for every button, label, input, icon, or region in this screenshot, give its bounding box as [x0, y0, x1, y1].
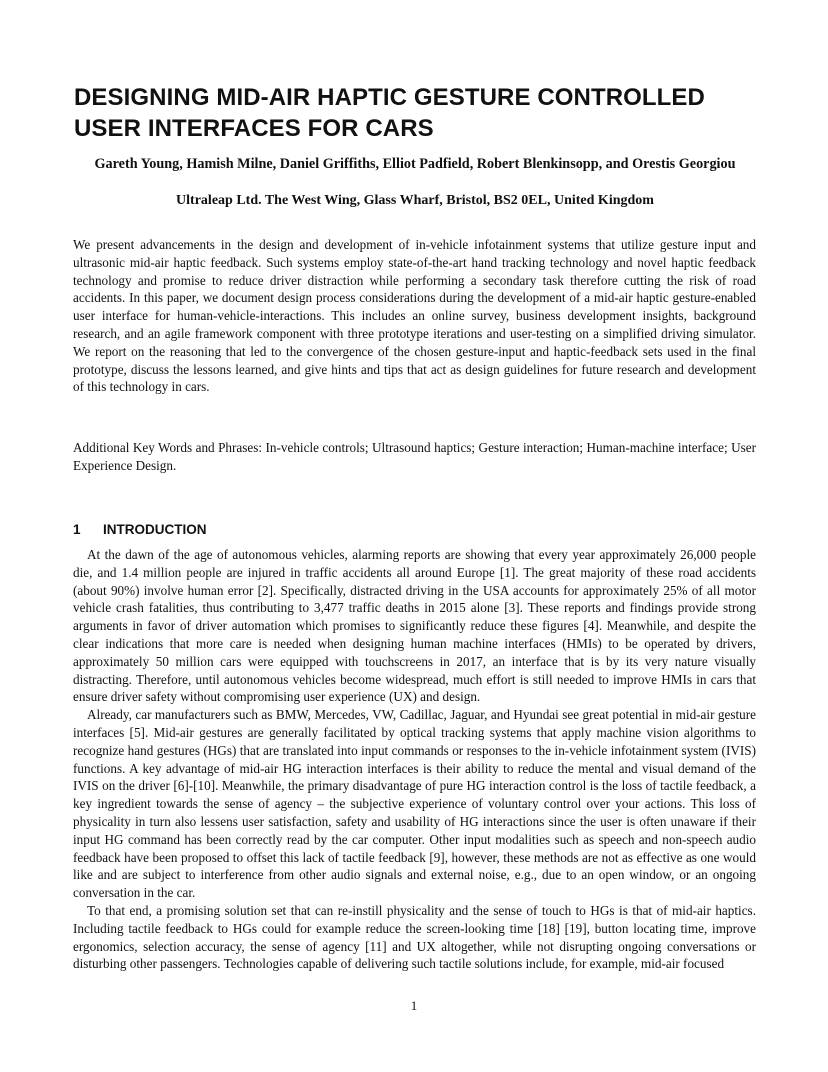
section-heading [73, 521, 756, 539]
section-title: INTRODUCTION [103, 522, 207, 537]
keywords: Additional Key Words and Phrases: In-vehicle controls; Ultrasound haptics; Gesture interaction; Human-machine interface; User Experience Design. [73, 440, 756, 473]
body-paragraph: Already, car manufacturers such as BMW, Mercedes, VW, Cadillac, Jaguar, and Hyundai see great potential in mid-air gesture interfaces [5]. Mid-air gestures are generally facilitated by optical tracking systems that apply machine vision algorithms to recognize hand gestures (HGs) that are translated into input commands or responses to the in-vehicle infotainment system (IVIS) functions. A key advantage of mid-air HG interaction interfaces is their ability to reduce the mental and visual demand of the IVIS on the driver [6]-[10]. Meanwhile, the primary disadvantage of pure HG interaction control is the loss of tactile feedback, a key ingredient towards the sense of agency – the subjective experience of voluntary control over your actions. This loss of physicality in turn also lessens user satisfaction, safety and usability of HG interactions since the user is often unaware if their input HG command has been correctly read by the car computer. Other input modalities such as speech and non-speech audio feedback have been proposed to offset this lack of tactile feedback [9], however, these methods are not as effective as one would like and are subject to interference from other audio signals and external noise, e.g., due to an open window, or an ongoing conversation in the car. [73, 707, 756, 901]
section-number: 1 [73, 522, 81, 537]
affiliation: Ultraleap Ltd. The West Wing, Glass Wharf, Bristol, BS2 0EL, United Kingdom [176, 193, 654, 208]
paper-title: DESIGNING MID-AIR HAPTIC GESTURE CONTROLLED USER INTERFACES FOR CARS [74, 84, 705, 142]
body-paragraph: At the dawn of the age of autonomous vehicles, alarming reports are showing that every year approximately 26,000 people die, and 1.4 million people are injured in traffic accidents all around Europe [1]. The great majority of these road accidents (about 90%) involve human error [2]. Specifically, distracted driving in the USA accounts for approximately 25% of all motor vehicle crash fatalities, thus contributing to 3,477 traffic deaths in 2015 alone [3]. These reports and findings provide strong arguments in favor of driver automation which promises to significantly reduce these figures [4]. Meanwhile, and despite the clear indications that more care is needed when designing human machine interfaces (HMIs) to be operated by drivers, approximately 50 million cars were equipped with touchscreens in 2017, an interface that is by its very nature visually distracting. Therefore, until autonomous vehicles become widespread, much effort is still needed to improve HMIs in cars that ensure driver safety without compromising user experience (UX) and design. [73, 547, 756, 705]
author-list: Gareth Young, Hamish Milne, Daniel Griffiths, Elliot Padfield, Robert Blenkinsopp, and Orestis Georgiou [94, 156, 736, 172]
abstract: We present advancements in the design and development of in-vehicle infotainment systems that utilize gesture input and ultrasonic mid-air haptic feedback. Such systems employ state-of-the-art hand tracking technology and novel haptic feedback technology and promise to reduce driver distraction while performing a secondary task therefore cutting the risk of road accidents. In this paper, we document design process considerations during the development of a mid-air haptic gesture-enabled user interface for human-vehicle-interactions. This includes an online survey, business development insights, background research, and an agile framework component with three prototype iterations and user-testing on a simplified driving simulator. We report on the reasoning that led to the convergence of the chosen gesture-input and haptic-feedback sets used in the final prototype, discuss the lessons learned, and give hints and tips that act as design guidelines for future research and development of this technology in cars. [73, 237, 756, 395]
section-body [73, 546, 756, 973]
page-number: 1 [410, 998, 418, 1013]
body-paragraph: To that end, a promising solution set that can re-instill physicality and the sense of touch to HGs is that of mid-air haptics. Including tactile feedback to HGs could for example reduce the screen-looking time [18] [19], button locating time, improve ergonomics, selection accuracy, the sense of agency [11] and UX altogether, while not disrupting ongoing conversations or disturbing other passengers. Technologies capable of delivering such tactile solutions include, for example, mid-air focused [73, 902, 756, 972]
